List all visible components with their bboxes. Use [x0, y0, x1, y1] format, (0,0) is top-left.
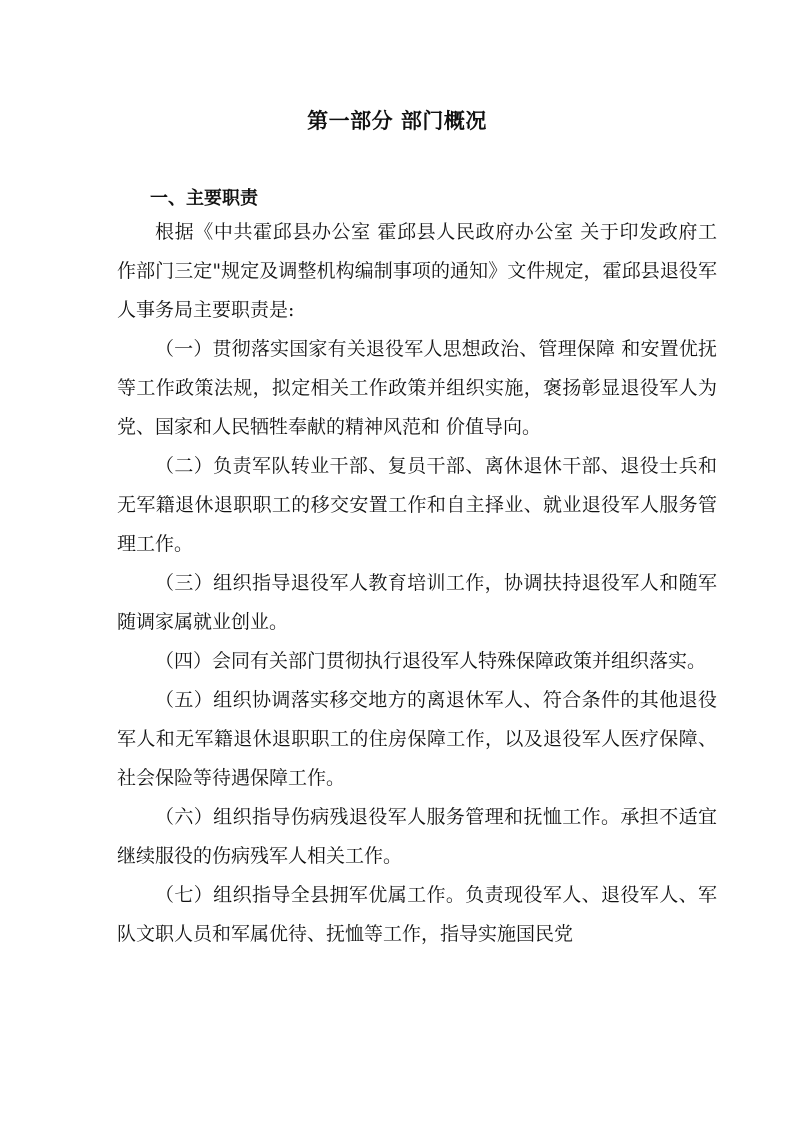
body-text — [117, 213, 717, 954]
page-title: 第一部分 部门概况 — [307, 109, 487, 133]
paragraph-intro: 根据《中共霍邱县办公室 霍邱县人民政府办公室 关于印发政府工作部门三定"规定及调整机构编制事项的通知》文件规定，霍邱县退役军人事务局主要职责是: — [117, 221, 717, 321]
paragraph-item-6: （六）组织指导伤病残退役军人服务管理和抚恤工作。承担不适宜继续服役的伤病残军人相关工作。 — [117, 806, 717, 867]
paragraph-item-5: （五）组织协调落实移交地方的离退休军人、符合条件的其他退役军人和无军籍退休退职职工的住房保障工作，以及退役军人医疗保障、社会保险等待遇保障工作。 — [117, 689, 717, 789]
section-heading: 一、主要职责 — [150, 188, 258, 209]
paragraph-item-3: （三）组织指导退役军人教育培训工作，协调扶持退役军人和随军随调家属就业创业。 — [117, 572, 717, 633]
paragraph-item-1: （一）贯彻落实国家有关退役军人思想政治、管理保障 和安置优抚等工作政策法规，拟定相关工作政策并组织实施，褒扬彰显退役军人为党、国家和人民牺牲奉献的精神风范和 价值导向。 — [117, 338, 717, 438]
paragraph-item-4: （四）会同有关部门贯彻执行退役军人特殊保障政策并组织落实。 — [155, 650, 707, 672]
paragraph-item-2: （二）负责军队转业干部、复员干部、离休退休干部、退役士兵和无军籍退休退职职工的移交安置工作和自主择业、就业退役军人服务管理工作。 — [117, 455, 717, 555]
paragraph-item-7: （七）组织指导全县拥军优属工作。负责现役军人、退役军人、军队文职人员和军属优待、抚恤等工作，指导实施国民党 — [117, 884, 717, 945]
